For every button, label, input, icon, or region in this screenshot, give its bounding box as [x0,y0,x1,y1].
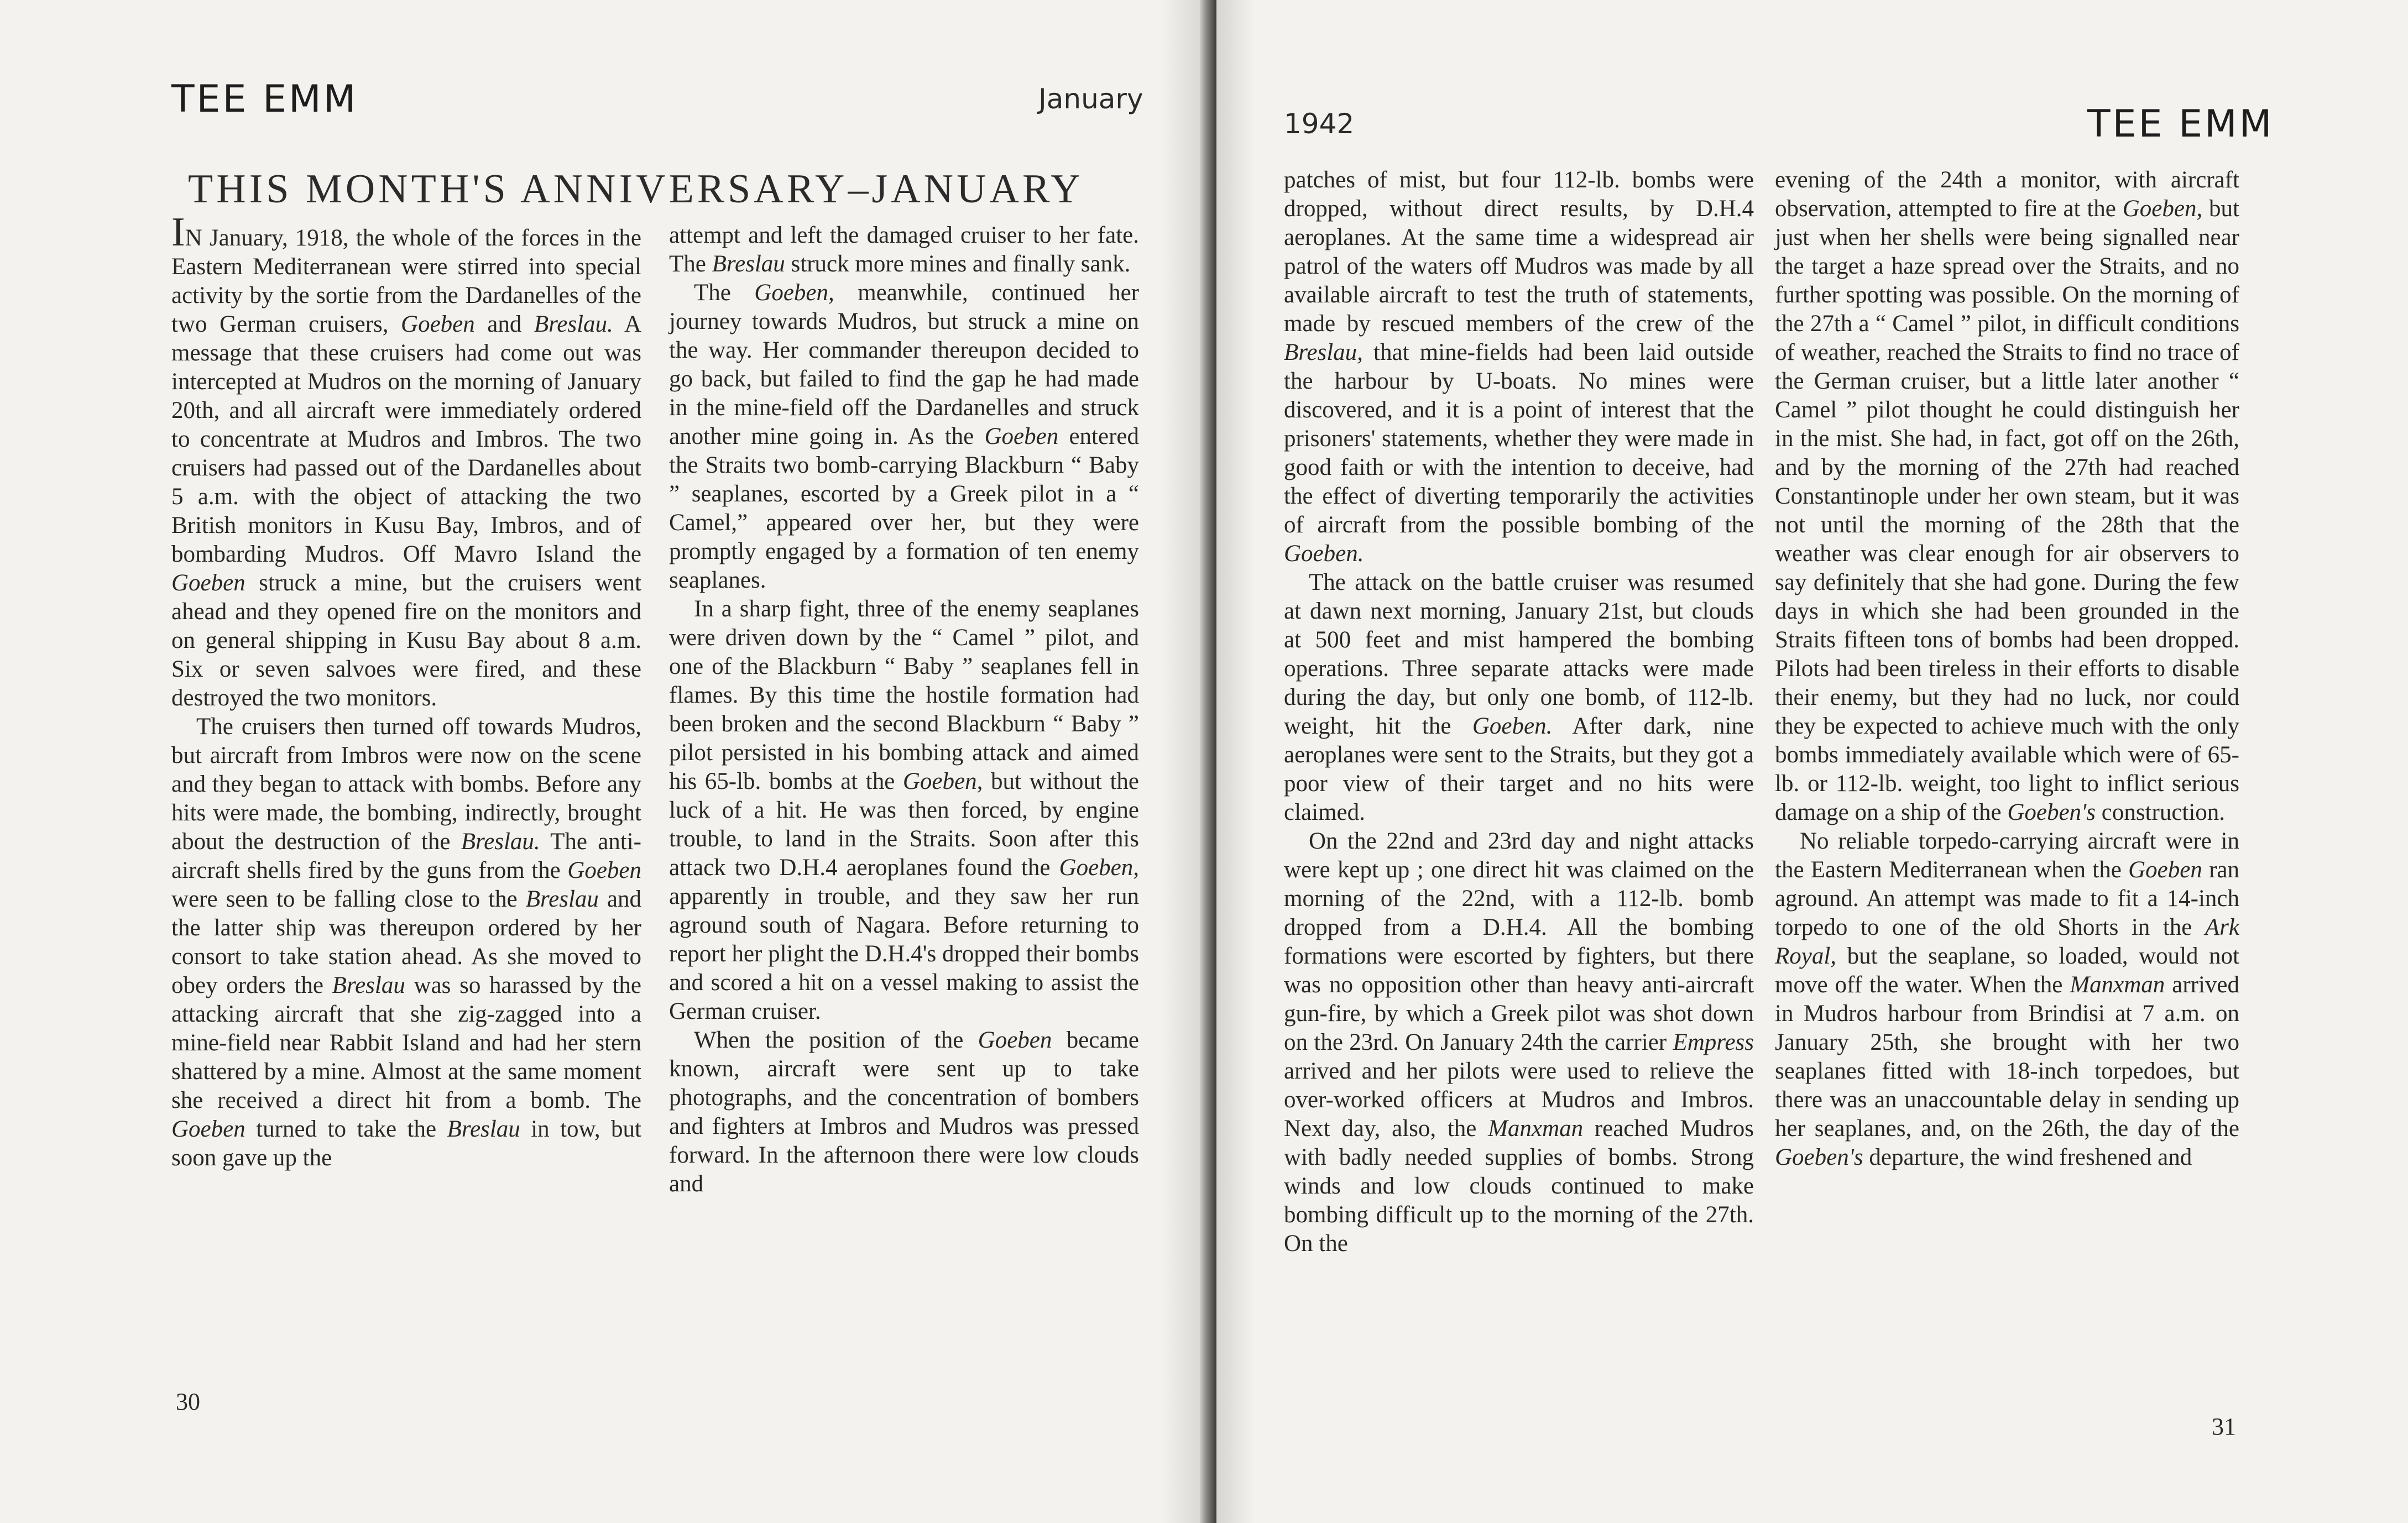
left-page [0,0,1200,1523]
paragraph: In a sharp fight, three of the enemy seaplanes were driven down by the “ Camel ” pilot, and one of the Blackburn “ Baby ” seaplanes fell in flames. By this time the hostile formation had been broken and the second Blackburn “ Baby ” pilot persisted in his bombing attack and aimed his 65-lb. bombs at the Goeben, but without the luck of a hit. He was then forced, by engine trouble, to land in the Straits. Soon after this attack two D.H.4 aeroplanes found the Goeben, apparently in trouble, and they saw her run aground south of Nagara. Before returning to report her plight the D.H.4's dropped their bombs and scored a hit on a vessel making to assist the German cruiser. [669,596,1139,1024]
right-column-2 [1775,166,2239,1172]
paragraph: attempt and left the damaged cruiser to her fate. The Breslau struck more mines and finally sank. [669,222,1139,277]
right-page [1216,0,2408,1523]
paragraph: The attack on the battle cruiser was resumed at dawn next morning, January 21st, but clouds at 500 feet and mist hampered the bombing operations. Three separate attacks were made during the day, but only one bomb, of 112-lb. weight, hit the Goeben. After dark, nine aeroplanes were sent to the Straits, but they got a poor view of their target and no hits were claimed. [1284,569,1754,825]
page-number-left: 30 [176,1388,200,1415]
paragraph: When the position of the Goeben became known, aircraft were sent up to take photographs, and the concentration of bombers and fighters at Imbros and Mudros was pressed forward. In the afternoon there were low clouds and [669,1027,1139,1197]
right-column-1 [1284,166,1754,1258]
paragraph: The cruisers then turned off towards Mudros, but aircraft from Imbros were now on the scene and they began to attack with bombs. Before any hits were made, the bombing, indirectly, brought about the destruction of the Breslau. The anti-aircraft shells fired by the guns from the Goeben were seen to be falling close to the Breslau and the latter ship was thereupon ordered by her consort to take station ahead. As she moved to obey orders the Breslau was so harassed by the attacking aircraft that she zig-zagged into a mine-field near Rabbit Island and had her stern shattered by a mine. Almost at the same moment she received a direct hit from a bomb. The Goeben turned to take the Breslau in tow, but soon gave up the [171,714,642,1171]
running-head-left: TEE EMM [171,77,358,121]
paragraph: On the 22nd and 23rd day and night attacks were kept up ; one direct hit was claimed on the morning of the 22nd, with a 112-lb. bomb dropped from a D.H.4. All the bombing formations were escorted by fighters, but there was no opposition other than heavy anti-aircraft gun-fire, by which a Greek pilot was shot down on the 23rd. On January 24th the carrier Empress arrived and her pilots were used to relieve the over-worked officers at Mudros and Imbros. Next day, also, the Manxman reached Mudros with badly needed supplies of bombs. Strong winds and low clouds continued to make bombing difficult up to the morning of the 27th. On the [1284,828,1754,1257]
paragraph: patches of mist, but four 112-lb. bombs were dropped, without direct results, by D.H.4 aeroplanes. At the same time a widespread air patrol of the waters off Mudros was made by all available aircraft to test the truth of statements, made by rescued members of the crew of the Breslau, that mine-fields had been laid outside the harbour by U-boats. No mines were discovered, and it is a point of interest that the prisoners' statements, whether they were made in good faith or with the intention to deceive, had the effect of diverting temporarily the activities of aircraft from the possible bombing of the Goeben. [1284,167,1754,567]
issue-year: 1942 [1284,108,1355,140]
left-column-1 [171,210,642,1173]
running-head-right: TEE EMM [2087,102,2274,146]
paragraph: The Goeben, meanwhile, continued her journey towards Mudros, but struck a mine on the way. Her commander thereupon decided to go back, but failed to find the gap he had made in the mine-field off the Dardanelles and struck another mine going in. As the Goeben entered the Straits two bomb-carrying Blackburn “ Baby ” seaplanes, escorted by a Greek pilot in a “ Camel,” appeared over her, but they were promptly engaged by a formation of ten enemy seaplanes. [669,280,1139,593]
paragraph: IN January, 1918, the whole of the forces in the Eastern Mediterranean were stirred into special activity by the sortie from the Dardanelles of the two German cruisers, Goeben and Breslau. A message that these cruisers had come out was intercepted at Mudros on the morning of January 20th, and all aircraft were immediately ordered to concentrate at Mudros and Imbros. The two cruisers had passed out of the Dardanelles about 5 a.m. with the object of attacking the two British monitors in Kusu Bay, Imbros, and of bombarding Mudros. Off Mavro Island the Goeben struck a mine, but the cruisers went ahead and they opened fire on the monitors and on general shipping in Kusu Bay about 8 a.m. Six or seven salvoes were fired, and these destroyed the two monitors. [171,210,641,711]
binding-gutter [1200,0,1216,1523]
page-number-right: 31 [2212,1413,2236,1440]
paragraph: No reliable torpedo-carrying aircraft were in the Eastern Mediterranean when the Goeben ran aground. An attempt was made to fit a 14-inch torpedo to one of the old Shorts in the Ark Royal, but the seaplane, so loaded, would not move off the water. When the Manxman arrived in Mudros harbour from Brindisi at 7 a.m. on January 25th, she brought with her two seaplanes fitted with 18-inch torpedoes, but there was an unaccountable delay in sending up her seaplanes, and, on the 26th, the day of the Goeben's departure, the wind freshened and [1775,828,2240,1170]
article-heading: THIS MONTH'S ANNIVERSARY–JANUARY [188,166,1084,212]
paragraph: evening of the 24th a monitor, with aircraft observation, attempted to fire at the Goeben, but just when her shells were being signalled near the target a haze spread over the Straits, and no further spotting was possible. On the morning of the 27th a “ Camel ” pilot, in difficult conditions of weather, reached the Straits to find no trace of the German cruiser, but a little later another “ Camel ” pilot thought he could distinguish her in the mist. She had, in fact, got off on the 26th, and by the morning of the 27th had reached Constantinople under her own steam, but it was not until the morning of the 28th that the weather was clear enough for air observers to say definitely that she had gone. During the few days in which she had been grounded in the Straits fifteen tons of bombs had been dropped. Pilots had been tireless in their efforts to disable their enemy, but they had no luck, nor could they be expected to achieve much with the only bombs immediately available which were of 65-lb. or 112-lb. weight, too light to inflict serious damage on a ship of the Goeben's construction. [1775,167,2240,825]
drop-cap: I [171,210,185,255]
issue-month: January [1038,83,1143,115]
left-column-2 [669,221,1139,1198]
